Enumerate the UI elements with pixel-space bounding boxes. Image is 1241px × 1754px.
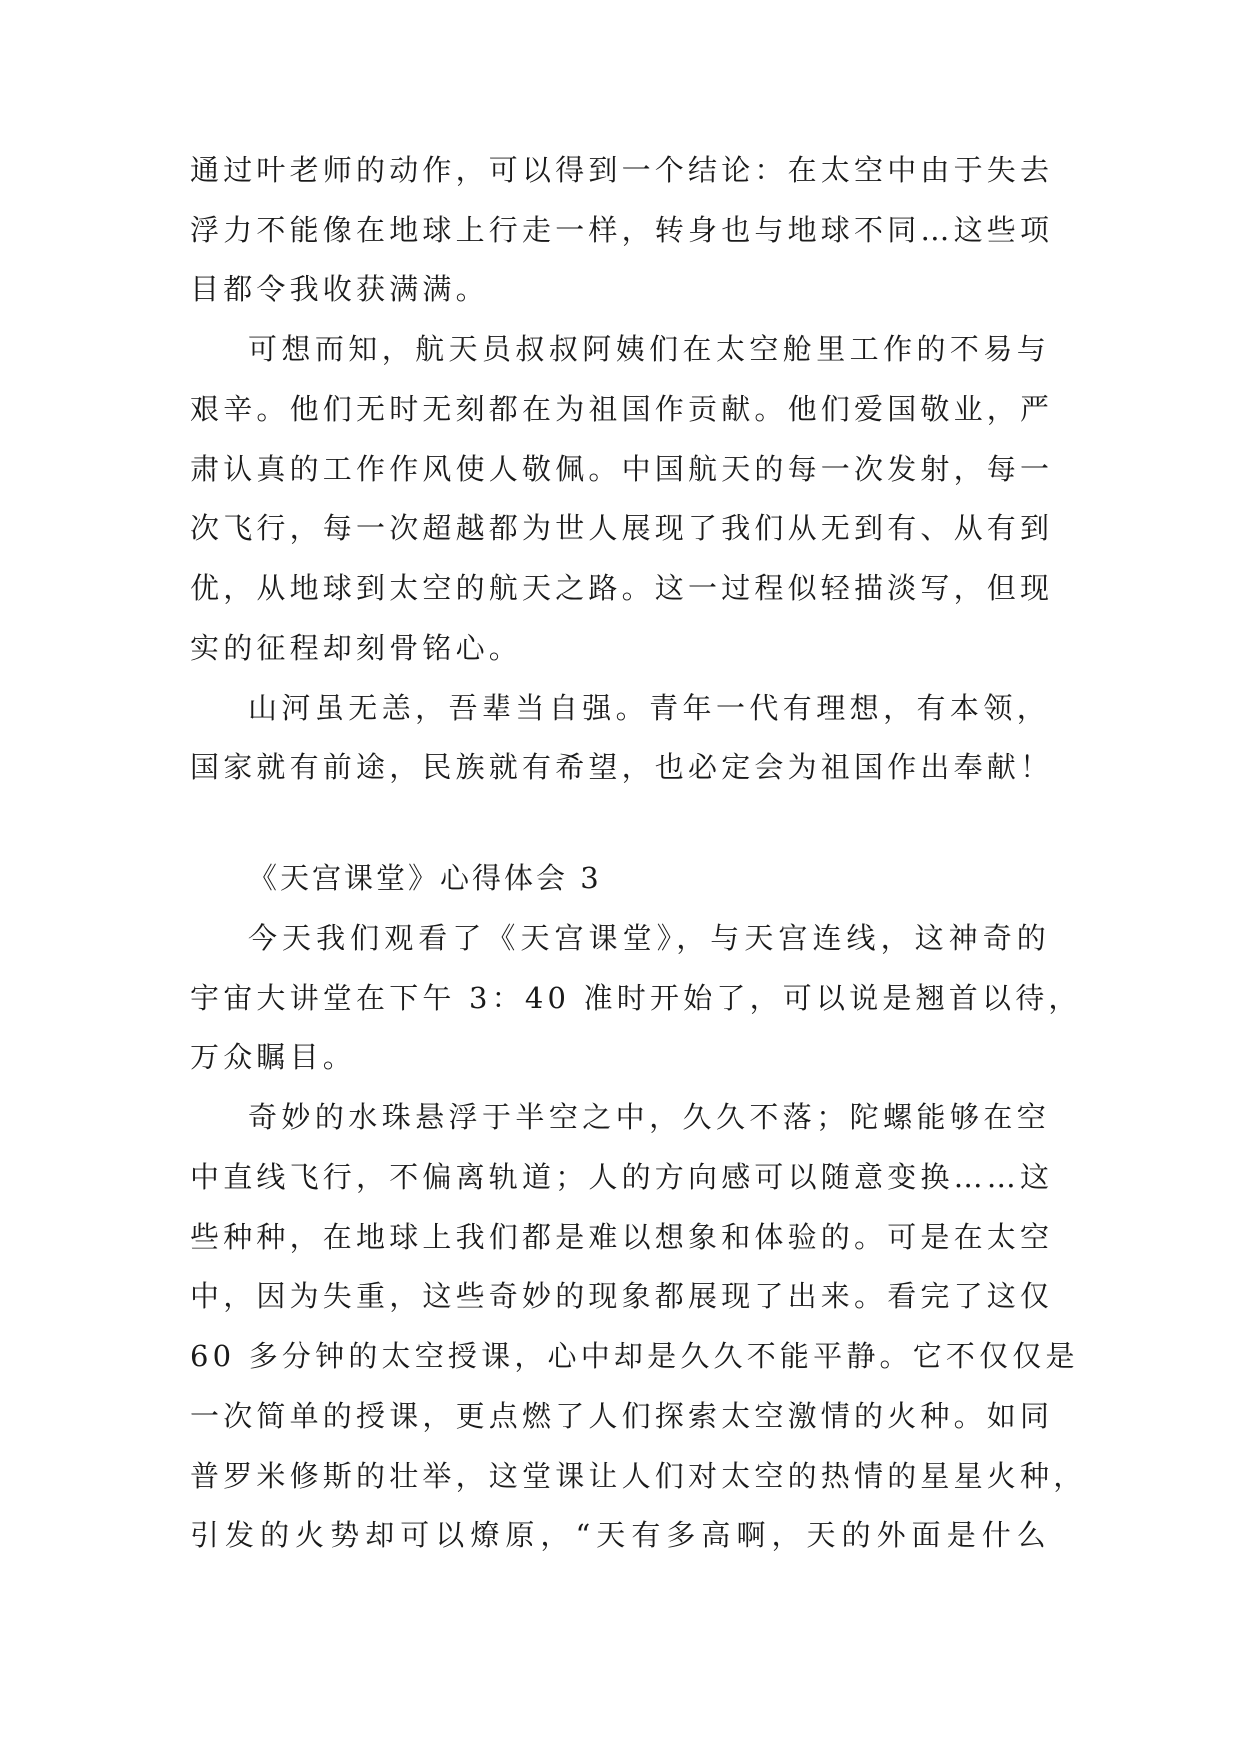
section-heading: 《天宫课堂》心得体会 3 bbox=[248, 861, 602, 895]
paragraph-line: 一次简单的授课，更点燃了人们探索太空激情的火种。如同 bbox=[190, 1399, 1054, 1433]
paragraph-line: 引发的火势却可以燎原，“天有多高啊，天的外面是什么 bbox=[190, 1518, 1050, 1552]
paragraph-line: 可想而知，航天员叔叔阿姨们在太空舱里工作的不易与 bbox=[248, 332, 1050, 366]
paragraph-line: 通过叶老师的动作，可以得到一个结论：在太空中由于失去 bbox=[190, 153, 1054, 187]
paragraph-line: 宇宙大讲堂在下午 3：40 准时开始了，可以说是翘首以待， bbox=[190, 981, 1082, 1015]
paragraph-line: 浮力不能像在地球上行走一样，转身也与地球不同…这些项 bbox=[190, 213, 1054, 247]
paragraph-line: 些种种，在地球上我们都是难以想象和体验的。可是在太空 bbox=[190, 1220, 1054, 1254]
paragraph-line: 优，从地球到太空的航天之路。这一过程似轻描淡写，但现 bbox=[190, 571, 1054, 605]
paragraph-line: 艰辛。他们无时无刻都在为祖国作贡献。他们爱国敬业，严 bbox=[190, 392, 1054, 426]
paragraph-line: 奇妙的水珠悬浮于半空之中，久久不落；陀螺能够在空 bbox=[248, 1100, 1050, 1134]
paragraph-line: 山河虽无恙，吾辈当自强。青年一代有理想，有本领， bbox=[248, 691, 1050, 725]
paragraph-line: 次飞行，每一次超越都为世人展现了我们从无到有、从有到 bbox=[190, 511, 1054, 545]
paragraph-line: 国家就有前途，民族就有希望，也必定会为祖国作出奉献！ bbox=[190, 750, 1054, 784]
paragraph-line: 目都令我收获满满。 bbox=[190, 272, 489, 306]
paragraph-line: 中直线飞行，不偏离轨道；人的方向感可以随意变换……这 bbox=[190, 1160, 1054, 1194]
paragraph-line: 万众瞩目。 bbox=[190, 1040, 357, 1074]
paragraph-line: 今天我们观看了《天宫课堂》，与天宫连线，这神奇的 bbox=[248, 921, 1050, 955]
paragraph-line: 60 多分钟的太空授课，心中却是久久不能平静。它不仅仅是 bbox=[190, 1339, 1079, 1373]
paragraph-line: 中，因为失重，这些奇妙的现象都展现了出来。看完了这仅 bbox=[190, 1279, 1054, 1313]
paragraph-line: 肃认真的工作作风使人敬佩。中国航天的每一次发射，每一 bbox=[190, 452, 1054, 486]
paragraph-line: 实的征程却刻骨铭心。 bbox=[190, 631, 523, 665]
paragraph-line: 普罗米修斯的壮举，这堂课让人们对太空的热情的星星火种， bbox=[190, 1459, 1087, 1493]
